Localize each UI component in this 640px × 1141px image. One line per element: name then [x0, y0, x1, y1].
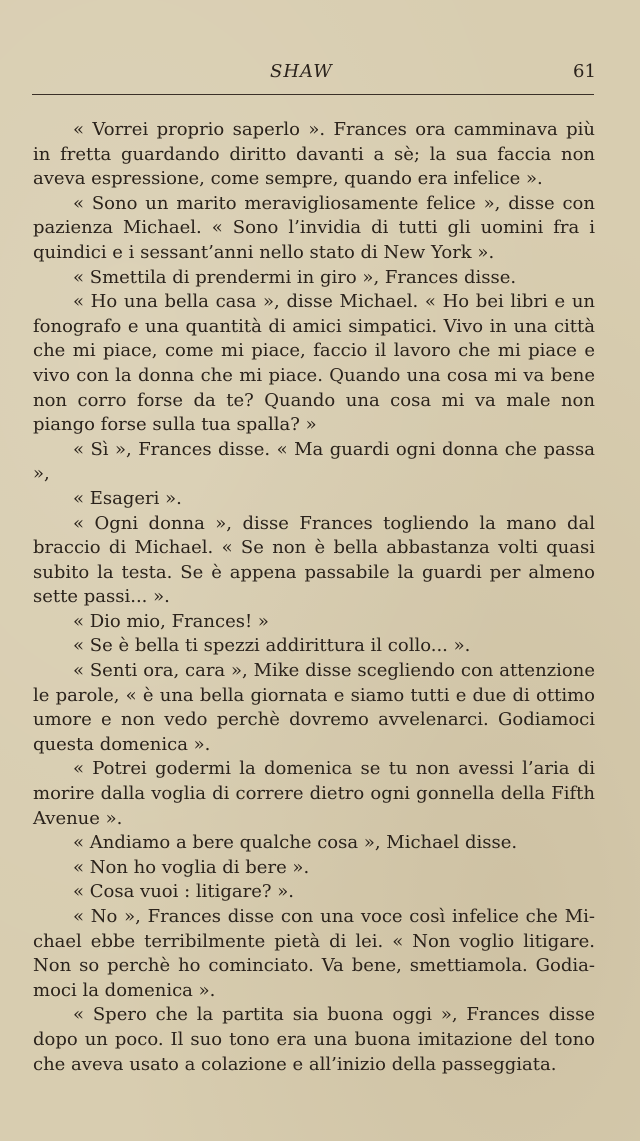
- running-title: SHAW: [270, 61, 333, 82]
- paragraph: « Ho una bella casa », disse Michael. « Ho bei libri e un fonografo e una quantità di amici simpatici. Vivo in una città che mi piace, come mi piace, faccio il lavoro che mi piace e vivo con la donna che mi piace. Quando una cosa mi va bene non corro forse da te? Quando una cosa mi va male non piango forse sulla tua spalla? »: [33, 291, 595, 436]
- paragraph: « Non ho voglia di bere ».: [73, 856, 310, 878]
- paragraph: « Potrei godermi la domenica se tu non avessi l’aria di morire dalla voglia di correre dietro ogni gonnella della Fifth Avenue ».: [33, 758, 595, 829]
- paragraph: « Vorrei proprio saperlo ». Frances ora camminava più in fretta guardando diritto davanti a sè; la sua faccia non aveva espressione, come sempre, quando era infelice ».: [33, 119, 595, 190]
- paragraph: « Senti ora, cara », Mike disse scegliendo con attenzione le parole, « è una bella giornata e siamo tutti e due di ottimo umore e non vedo perchè dovremo avvelenarci. Godiamoci questa domenica ».: [33, 660, 595, 755]
- paragraph: « Sono un marito meravigliosamente felice », disse con pazienza Michael. « Sono l’invidia di tutti gli uomini fra i quindici e i sessant’anni nello stato di New York ».: [33, 192, 595, 263]
- paragraph: « Esageri ».: [73, 487, 182, 509]
- header-rule: [32, 94, 594, 95]
- paragraph: « Se è bella ti spezzi addirittura il collo... ».: [73, 635, 471, 657]
- paragraph: « Spero che la partita sia buona oggi », Frances disse dopo un poco. Il suo tono era una buona imitazione del tono che aveva usato a colazione e all’inizio della passeggiata.: [33, 1004, 595, 1075]
- paragraph: « Cosa vuoi : litigare? ».: [73, 881, 295, 903]
- body-text: [33, 118, 595, 1077]
- paragraph: « Sì », Frances disse. « Ma guardi ogni donna che passa »,: [33, 438, 595, 485]
- page-number: 61: [573, 61, 596, 82]
- paragraph: « Smettila di prendermi in giro », Frances disse.: [73, 266, 517, 288]
- paragraph: « Dio mio, Frances! »: [73, 610, 269, 632]
- paragraph: « No », Frances disse con una voce così infelice che Michael ebbe terribilmente pietà di lei. « Non voglio litigare. Non so perchè ho cominciato. Va bene, smettiamola. Godiamoci la domenica ».: [33, 906, 595, 1001]
- paragraph: « Andiamo a bere qualche cosa », Michael disse.: [73, 832, 518, 854]
- paragraph: « Ogni donna », disse Frances togliendo la mano dal braccio di Michael. « Se non è bella abbastanza volti quasi subito la testa. Se è appena passabile la guardi per almeno sette passi... ».: [33, 512, 595, 608]
